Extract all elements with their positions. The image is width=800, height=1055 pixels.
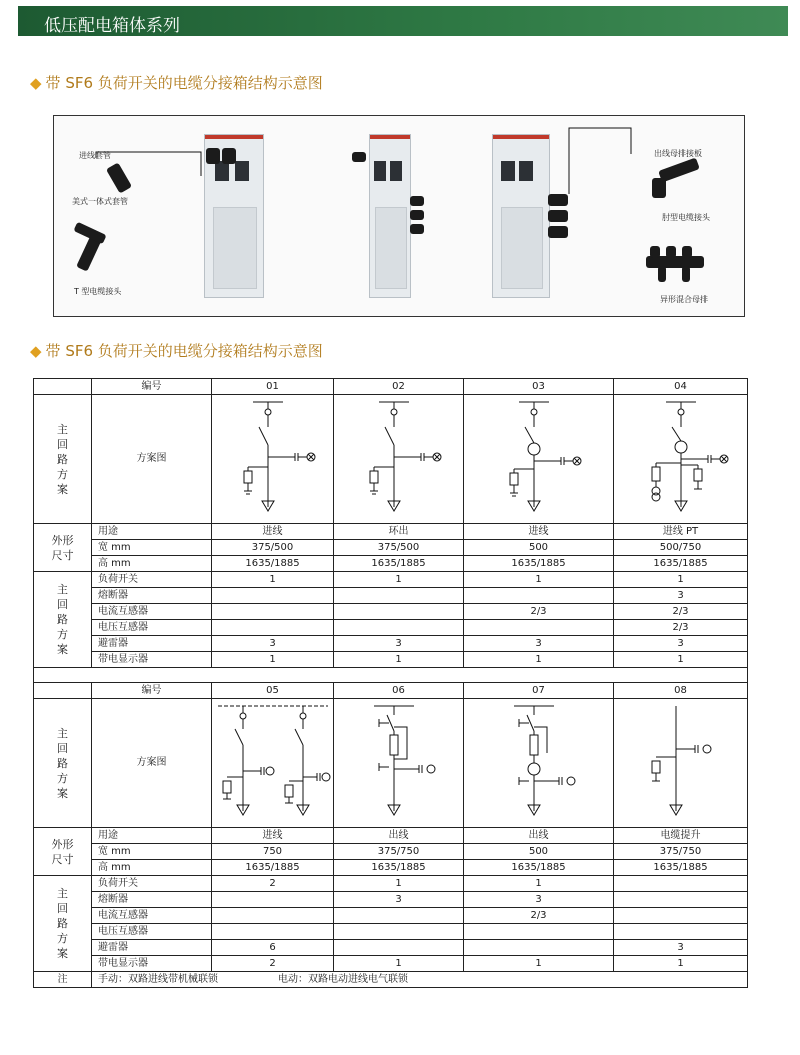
scheme-id: 04 [614,379,748,395]
table-row-diagram [34,395,748,524]
component-value [614,892,748,908]
table-row-id [34,683,748,699]
scheme-diagram-04 [614,395,748,524]
photo-label-mixed-busbar: 异形混合母排 [660,295,708,304]
component-value: 2/3 [464,908,614,924]
photo-label-outgoing-busbar: 出线母排接板 [654,149,702,158]
single-line-diagram-icon [631,701,731,825]
component-label: 带电显示器 [92,956,212,972]
component-value: 2 [212,876,334,892]
height-value: 1635/1885 [614,860,748,876]
height-value: 1635/1885 [464,860,614,876]
use-value: 出线 [334,828,464,844]
single-line-diagram-icon [349,701,449,825]
component-value: 1 [212,572,334,588]
component-value [464,924,614,940]
component-value: 1 [614,956,748,972]
outline-label [34,524,92,572]
component-value: 1 [334,956,464,972]
use-value: 进线 [212,828,334,844]
note-label: 注 [34,972,92,988]
main-circuit-label [34,395,92,524]
id-label: 编号 [92,379,212,395]
photo-label-american-bushing: 美式一体式套管 [72,197,128,206]
component-value: 3 [464,636,614,652]
scheme-diagram-05 [212,699,334,828]
scheme-id: 05 [212,683,334,699]
main-circuit-label [34,699,92,828]
component-value: 1 [464,652,614,668]
diamond-bullet-icon: ◆ [30,74,42,92]
width-value: 375/750 [334,844,464,860]
single-line-diagram-icon [213,701,333,825]
width-value: 750 [212,844,334,860]
scheme-diagram-02 [334,395,464,524]
use-value: 电缆提升 [614,828,748,844]
table-row-component [34,924,748,940]
component-value [464,940,614,956]
component-label: 电流互感器 [92,604,212,620]
page-header-title: 低压配电箱体系列 [44,16,180,36]
component-value: 6 [212,940,334,956]
table-row-spacer [34,668,748,683]
height-value: 1635/1885 [334,860,464,876]
use-value: 环出 [334,524,464,540]
component-value: 3 [212,636,334,652]
width-value: 500/750 [614,540,748,556]
component-value: 1 [614,572,748,588]
table-row-note [34,972,748,988]
table-row-id [34,379,748,395]
scheme-id: 07 [464,683,614,699]
cabinet-photo-2 [369,134,411,298]
table-row-height [34,860,748,876]
component-value: 1 [212,652,334,668]
cabinet-photo-3 [492,134,550,298]
component-value [334,924,464,940]
component-value: 2/3 [614,604,748,620]
main-circuit-label [34,572,92,668]
scheme-id: 03 [464,379,614,395]
scheme-diagram-label: 方案图 [92,699,212,828]
component-value: 3 [614,636,748,652]
component-value: 3 [464,892,614,908]
component-value [212,924,334,940]
table-row-component [34,588,748,604]
section-title-1-text: 带 SF6 负荷开关的电缆分接箱结构示意图 [45,74,323,92]
component-value: 1 [614,652,748,668]
section-title-2 [30,340,323,361]
component-value [614,908,748,924]
diamond-bullet-icon: ◆ [30,342,42,360]
outline-label [34,828,92,876]
single-line-diagram-icon [223,397,323,521]
component-value: 1 [464,956,614,972]
height-value: 1635/1885 [212,860,334,876]
section-title-2-text: 带 SF6 负荷开关的电缆分接箱结构示意图 [45,342,323,360]
use-value: 出线 [464,828,614,844]
single-line-diagram-icon [489,397,589,521]
photo-label-elbow-connector: 肘型电缆接头 [662,213,710,222]
section-title-1 [30,72,323,93]
component-value: 1 [334,876,464,892]
main-circuit-text: 主回路方案 [57,583,68,656]
scheme-id: 02 [334,379,464,395]
note-electric: 电动：双路电动进线电气联锁 [278,973,408,985]
use-value: 进线 [464,524,614,540]
component-label: 负荷开关 [92,876,212,892]
id-label: 编号 [92,683,212,699]
note-text [92,972,748,988]
component-value: 2/3 [464,604,614,620]
height-label: 高 mm [92,860,212,876]
table-row-use [34,828,748,844]
height-value: 1635/1885 [464,556,614,572]
width-label: 宽 mm [92,844,212,860]
table-row-component [34,908,748,924]
component-value: 2 [212,956,334,972]
scheme-id: 01 [212,379,334,395]
scheme-diagram-08 [614,699,748,828]
single-line-diagram-icon [626,397,736,521]
component-label: 负荷开关 [92,572,212,588]
component-value [464,588,614,604]
main-circuit-text: 主回路方案 [57,726,68,800]
height-value: 1635/1885 [334,556,464,572]
height-label: 高 mm [92,556,212,572]
table-row-height [34,556,748,572]
component-value [334,620,464,636]
width-value: 375/500 [334,540,464,556]
component-label: 熔断器 [92,588,212,604]
scheme-diagram-03 [464,395,614,524]
main-circuit-text: 主回路方案 [57,422,68,496]
table-row-width [34,540,748,556]
scheme-diagram-label: 方案图 [92,395,212,524]
width-value: 375/500 [212,540,334,556]
product-photo-panel [53,115,745,317]
use-value: 进线 [212,524,334,540]
height-value: 1635/1885 [212,556,334,572]
single-line-diagram-icon [349,397,449,521]
outline-text: 外形尺寸 [51,837,74,866]
component-label: 带电显示器 [92,652,212,668]
component-value [212,620,334,636]
table-row-width [34,844,748,860]
width-value: 500 [464,844,614,860]
component-label: 电压互感器 [92,924,212,940]
scheme-diagram-01 [212,395,334,524]
outline-text: 外形尺寸 [51,533,74,562]
component-value [334,908,464,924]
use-label: 用途 [92,524,212,540]
table-row-component [34,652,748,668]
table-row-component [34,940,748,956]
photo-label-t-connector: T 型电缆接头 [74,287,122,296]
component-value: 1 [464,572,614,588]
component-value: 3 [614,588,748,604]
component-value: 3 [614,940,748,956]
component-value: 3 [334,636,464,652]
component-value [464,620,614,636]
table-row-component [34,604,748,620]
width-value: 500 [464,540,614,556]
callout-line-left [84,146,214,186]
component-value [334,940,464,956]
table-row-component [34,956,748,972]
page-header-bar [18,6,788,36]
table-row-component [34,892,748,908]
component-value [212,604,334,620]
component-label: 电流互感器 [92,908,212,924]
width-label: 宽 mm [92,540,212,556]
component-value [614,924,748,940]
component-label: 熔断器 [92,892,212,908]
component-value [614,876,748,892]
main-circuit-label [34,876,92,972]
component-label: 电压互感器 [92,620,212,636]
width-value: 375/750 [614,844,748,860]
use-label: 用途 [92,828,212,844]
scheme-id: 08 [614,683,748,699]
table-row-component [34,572,748,588]
table-row-use [34,524,748,540]
callout-line-right [559,124,639,204]
photo-label-incoming-bushing: 进线套管 [79,151,111,160]
component-value: 2/3 [614,620,748,636]
table-row-component [34,636,748,652]
scheme-diagram-06 [334,699,464,828]
component-label: 避雷器 [92,940,212,956]
single-line-diagram-icon [489,701,589,825]
component-value [212,908,334,924]
component-value [334,588,464,604]
note-manual: 手动：双路进线带机械联锁 [98,973,218,985]
scheme-id: 06 [334,683,464,699]
scheme-diagram-07 [464,699,614,828]
main-circuit-text: 主回路方案 [57,887,68,960]
component-value: 3 [334,892,464,908]
table-row-diagram [34,699,748,828]
component-value [212,892,334,908]
component-value: 1 [464,876,614,892]
component-label: 避雷器 [92,636,212,652]
height-value: 1635/1885 [614,556,748,572]
use-value: 进线 PT [614,524,748,540]
table-row-component [34,620,748,636]
spec-table [33,378,748,988]
table-row-component [34,876,748,892]
component-value [212,588,334,604]
component-value: 1 [334,652,464,668]
component-value [334,604,464,620]
component-value: 1 [334,572,464,588]
